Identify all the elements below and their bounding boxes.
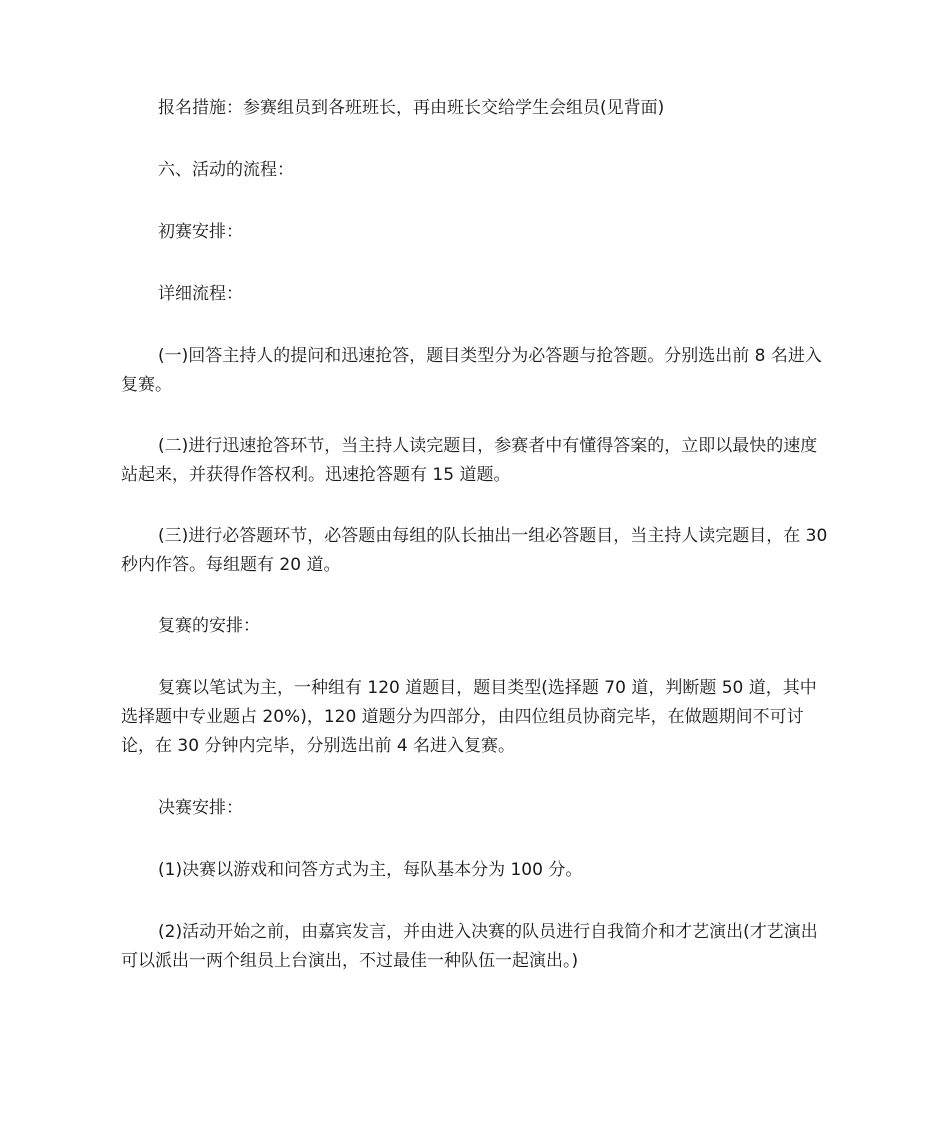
semifinal-arrangement-heading: 复赛的安排：: [158, 616, 260, 636]
final-arrangement-heading: 决赛安排：: [158, 798, 243, 818]
registration-method-paragraph: 报名措施：参赛组员到各班班长，再由班长交给学生会组员(见背面): [158, 98, 665, 118]
final-step-1-paragraph: (1)决赛以游戏和问答方式为主，每队基本分为 100 分。: [158, 860, 583, 880]
section-heading-activity-process: 六、活动的流程：: [158, 160, 294, 180]
preliminary-step-2-paragraph: (二)进行迅速抢答环节，当主持人读完题目，参赛者中有懂得答案的，立即以最快的速度站起来，并获得作答权利。迅速抢答题有 15 道题。: [121, 436, 818, 485]
detailed-process-heading: 详细流程：: [158, 284, 243, 304]
preliminary-arrangement-heading: 初赛安排：: [158, 222, 243, 242]
preliminary-step-3-paragraph: (三)进行必答题环节，必答题由每组的队长抽出一组必答题目，当主持人读完题目，在 30 秒内作答。每组题有 20 道。: [121, 526, 828, 575]
semifinal-details-paragraph: 复赛以笔试为主，一种组有 120 道题目，题目类型(选择题 70 道，判断题 50 道，其中选择题中专业题占 20%)，120 道题分为四部分，由四位组员协商完毕，在做题期间不可讨论，在 30 分钟内完毕，分别选出前 4 名进入复赛。: [121, 678, 817, 756]
final-step-2-paragraph: (2)活动开始之前，由嘉宾发言，并由进入决赛的队员进行自我简介和才艺演出(才艺演出可以派出一两个组员上台演出，不过最佳一种队伍一起演出。): [121, 922, 818, 971]
preliminary-step-1-paragraph: (一)回答主持人的提问和迅速抢答，题目类型分为必答题与抢答题。分别选出前 8 名进入复赛。: [121, 346, 822, 395]
